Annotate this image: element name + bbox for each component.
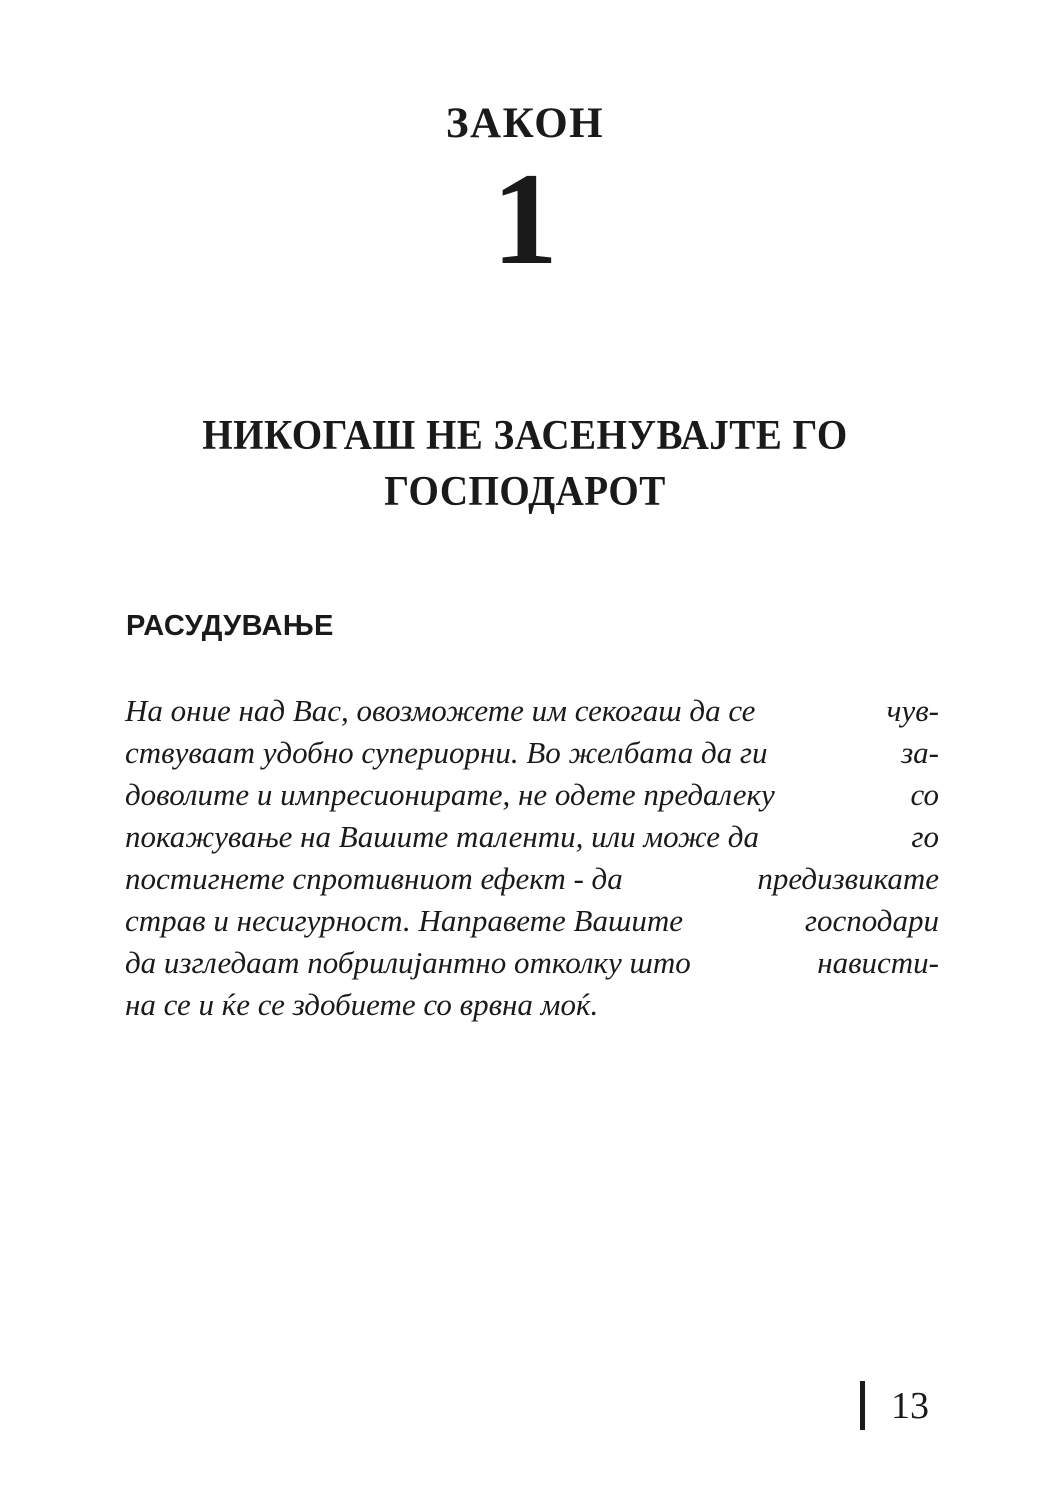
body-line-head: да изгледаат побрилијантно отколку што — [125, 945, 691, 980]
body-line-head: На оние над Вас, овозможете им секогаш да се — [125, 693, 756, 728]
body-line-head: ствуваат удобно супериорни. Во желбата да ги — [125, 735, 768, 770]
body-line-tail: господари — [804, 903, 939, 938]
body-line-head: покажување на Вашите таленти, или може да — [125, 819, 759, 854]
chapter-title — [153, 408, 897, 520]
section-heading: РАСУДУВАЊЕ — [126, 610, 334, 642]
law-header — [0, 100, 1050, 292]
body-line — [125, 942, 939, 984]
body-line-tail: нависти- — [817, 945, 939, 980]
page-footer — [860, 1381, 929, 1430]
chapter-title-line-2: ГОСПОДАРОТ — [384, 469, 666, 515]
chapter-title-line-1: НИКОГАШ НЕ ЗАСЕНУВАЈТЕ ГО — [202, 413, 848, 459]
body-line — [125, 858, 939, 900]
body-paragraph — [125, 690, 939, 1026]
body-line-head: страв и несигурност. Направете Вашите — [125, 903, 684, 938]
body-line-tail: предизвикате — [757, 861, 939, 896]
body-line — [125, 816, 939, 858]
body-line-head: постигнете спротивниот ефект - да — [125, 861, 623, 896]
law-label: ЗАКОН — [445, 100, 605, 147]
body-line — [125, 732, 939, 774]
body-line-tail: со — [910, 777, 939, 812]
body-line — [125, 900, 939, 942]
body-line-head: на се и ќе се здобиете со врвна моќ. — [125, 987, 599, 1022]
body-line-tail: го — [911, 819, 939, 854]
footer-rule-icon — [860, 1381, 865, 1430]
body-line — [125, 774, 939, 816]
body-line — [125, 690, 939, 732]
body-line — [125, 984, 939, 1026]
body-line-tail: чув- — [886, 693, 939, 728]
body-line-tail: за- — [901, 735, 939, 770]
law-number: 1 — [492, 145, 558, 292]
page-number: 13 — [891, 1384, 929, 1427]
body-line-head: доволите и импресионирате, не одете предалеку — [125, 777, 775, 812]
